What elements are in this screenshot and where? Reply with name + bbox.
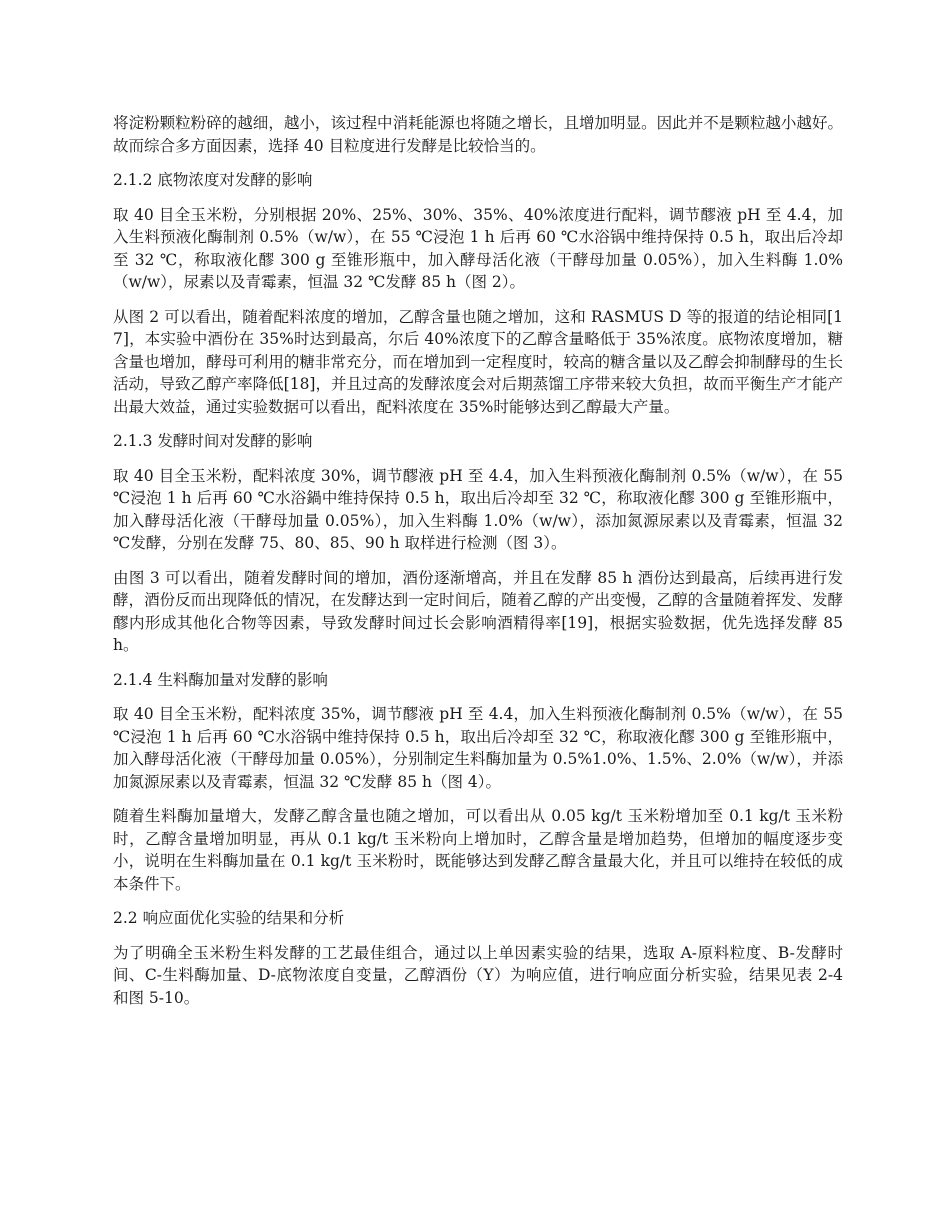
paragraph-substrate-results: 从图 2 可以看出，随着配料浓度的增加，乙醇含量也随之增加，这和 RASMUS D 等的报道的结论相同[17]，本实验中酒份在 35%时达到最高，尔后 40%浓度下的乙醇含量略低于 35%浓度。底物浓度增加，糖含量也增加，酵母可利用的糖非常充分，而在增加到一定程度时，较高的糖含量以及乙醇会抑制酵母的生长活动，导致乙醇产率降低[18]，并且过高的发酵浓度会对后期蒸馏工序带来较大负担，故而平衡生产才能产出最大效益，通过实验数据可以看出，配料浓度在 35%时能够达到乙醇最大产量。	[113, 307, 843, 416]
document-page	[113, 112, 843, 1021]
paragraph-time-results: 由图 3 可以看出，随着发酵时间的增加，酒份逐渐增高，并且在发酵 85 h 酒份达到最高，后续再进行发酵，酒份反而出现降低的情况，在发酵达到一定时间后，随着乙醇的产出变慢，乙醇的含量随着挥发、发酵醪内形成其他化合物等因素，导致发酵时间过长会影响酒精得率[19]，根据实验数据，优先选择发酵 85 h。	[113, 568, 843, 654]
paragraph-time-method: 取 40 目全玉米粉，配料浓度 30%，调节醪液 pH 至 4.4，加入生料预液化酶制剂 0.5%（w/w），在 55 ℃浸泡 1 h 后再 60 ℃水浴鍋中维持保持 0.5 h，取出后冷却至 32 ℃，称取液化醪 300 g 至锥形瓶中，加入酵母活化液（干酵母加量 0.05%），加入生料酶 1.0%（w/w），添加氮源尿素以及青霉素，恒温 32 ℃发酵，分别在发酵 75、80、85、90 h 取样进行检测（图 3）。	[113, 466, 843, 552]
paragraph-particle-size-conclusion: 将淀粉颗粒粉碎的越细，越小，该过程中消耗能源也将随之增长，且增加明显。因此并不是颗粒越小越好。故而综合多方面因素，选择 40 目粒度进行发酵是比较恰当的。	[113, 114, 843, 155]
section-heading-2-2: 2.2 响应面优化实验的结果和分析	[113, 909, 345, 927]
section-heading-2-1-4: 2.1.4 生料酶加量对发酵的影响	[113, 670, 328, 689]
paragraph-response-surface: 为了明确全玉米粉生料发酵的工艺最佳组合，通过以上单因素实验的结果，选取 A-原料粒度、B-发酵时间、C-生料酶加量、D-底物浓度自变量，乙醇酒份（Y）为响应值，进行响应面分析实验，结果见表 2-4 和图 5-10。	[113, 943, 843, 1007]
paragraph-substrate-method: 取 40 目全玉米粉，分别根据 20%、25%、30%、35%、40%浓度进行配料，调节醪液 pH 至 4.4，加入生料预液化酶制剂 0.5%（w/w），在 55 ℃浸泡 1 h 后再 60 ℃水浴锅中维持保持 0.5 h，取出后冷却至 32 ℃，称取液化醪 300 g 至锥形瓶中，加入酵母活化液（干酵母加量 0.05%），加入生料酶 1.0%（w/w），尿素以及青霉素，恒温 32 ℃发酵 85 h（图 2）。	[113, 205, 843, 291]
paragraph-enzyme-method: 取 40 目全玉米粉，配料浓度 35%，调节醪液 pH 至 4.4，加入生料预液化酶制剂 0.5%（w/w），在 55 ℃浸泡 1 h 后再 60 ℃水浴锅中维持保持 0.5 h，取出后冷却至 32 ℃，称取液化醪 300 g 至锥形瓶中，加入酵母活化液（干酵母加量 0.05%），分别制定生料酶加量为 0.5%1.0%、1.5%、2.0%（w/w），并添加氮源尿素以及青霉素，恒温 32 ℃发酵 85 h（图 4）。	[113, 705, 843, 791]
paragraph-enzyme-results: 随着生料酶加量增大，发酵乙醇含量也随之增加，可以看出从 0.05 kg/t 玉米粉增加至 0.1 kg/t 玉米粉时，乙醇含量增加明显，再从 0.1 kg/t 玉米粉向上增加时，乙醇含量是增加趋势，但增加的幅度逐步变小，说明在生料酶加量在 0.1 kg/t 玉米粉时，既能够达到发酵乙醇含量最大化，并且可以维持在较低的成本条件下。	[113, 807, 843, 893]
section-heading-2-1-2: 2.1.2 底物浓度对发酵的影响	[113, 171, 313, 189]
section-heading-2-1-3: 2.1.3 发酵时间对发酵的影响	[113, 432, 313, 450]
